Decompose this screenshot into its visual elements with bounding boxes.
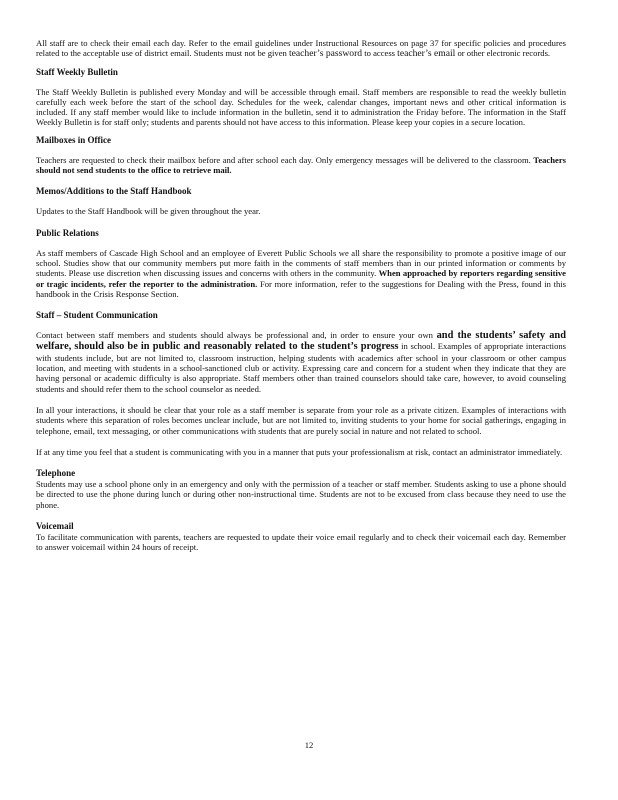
page-content [36,38,566,553]
intro-text-2: to access [364,48,396,59]
telephone-body: Students may use a school phone only in an emergency and only with the permission of a teacher or staff member. Students asking to use a phone should be directed to use the phone during lunch or during other non-instructional time. Students are not to be excused from class because they need to use the phone. [36,479,566,510]
memos-body: Updates to the Staff Handbook will be given throughout the year. [36,206,261,217]
staff-student-paragraph-1 [36,330,566,394]
intro-text-3: or other electronic records. [457,48,551,59]
intro-emphasis-password: teacher’s password [288,48,363,60]
voicemail-body: To facilitate communication with parents, teachers are requested to update their voice email regularly and to check their voicemail each day. Remember to answer voicemail within 24 hours of receipt. [36,532,566,553]
staff-student-text-2: in school. Examples of appropriate interactions with students include, but are not limited to, classroom instruction, helping students with academics after school in your classroom or other campus location, and meeting with students in a school-sanctioned club or activity. Expressing care and concern for a student when they indicate that they are having personal or academic difficulty is also appropriate. Staff members other than trained counselors should take care, however, to avoid counseling students and should refer them to the school counselor as needed. [36,341,567,394]
staff-weekly-bulletin-body: The Staff Weekly Bulletin is published every Monday and will be accessible through email. Staff members are responsible to read the weekly bulletin carefully each week before the start of the school day. Schedules for the week, calendar changes, important news and other critical information is included. If any staff member would like to include information in the bulletin, send it to administration the Friday before. The information in the Staff Weekly Bulletin is for staff only; students and parents should not have access to this information. Please keep your copies in a secure location. [36,86,566,128]
mailboxes-body [36,155,566,176]
voicemail-heading: Voicemail [36,521,74,532]
staff-student-paragraph-2: In all your interactions, it should be clear that your role as a staff member is separate from your role as a private citizen. Examples of interactions with students where this separation of roles becomes unclear include, but are not limited to, inviting students to your home for social gatherings, engaging in telephone, email, text messaging, or other communications with students that are purely social in nature and not related to school. [36,404,566,436]
public-relations-text-1: As staff members of Cascade High School and an employee of Everett Public Schools we all share the responsibility to promote a positive image of our school. Studies show that our community members put more faith in the comments of staff members than in our printed information or comments by students. Please use discretion when discussing issues and concerns with others in the community. [36,247,566,279]
telephone-heading: Telephone [36,468,76,479]
public-relations-emphasis: When approached by reporters regarding sensitive or tragic incidents, refer the reporter to the administration. [36,268,567,289]
staff-weekly-bulletin-heading: Staff Weekly Bulletin [36,66,118,77]
mailboxes-text: Teachers are requested to check their mailbox before and after school each day. Only emergency messages will be delivered to the classroom. [36,154,531,165]
public-relations-text-2: For more information, refer to the suggestions for Dealing with the Press, found in this handbook in the Crisis Response Section. [36,278,566,299]
memos-heading: Memos/Additions to the Staff Handbook [36,186,192,197]
intro-emphasis-email: teacher’s email [397,48,456,60]
intro-text-1: All staff are to check their email each day. Refer to the email guidelines under Instructional Resources on page 37 for specific policies and procedures related to the acceptable use of district email. Students must not be given [36,38,566,59]
page-number: 12 [304,740,314,750]
mailboxes-heading: Mailboxes in Office [36,134,111,145]
staff-student-heading: Staff – Student Communication [36,310,158,321]
staff-student-emphasis: and the students’ safety and welfare, should also be in public and reasonably related to the student’s progress [36,330,566,353]
public-relations-heading: Public Relations [36,227,99,238]
staff-student-paragraph-3: If at any time you feel that a student is communicating with you in a manner that puts your professionalism at risk, contact an administrator immediately. [36,446,563,457]
staff-student-text-1: Contact between staff members and students should always be professional and, in order to ensure your own [36,330,433,341]
intro-paragraph [36,38,566,60]
public-relations-body [36,248,566,299]
mailboxes-emphasis: Teachers should not send students to the office to retrieve mail. [36,154,566,176]
